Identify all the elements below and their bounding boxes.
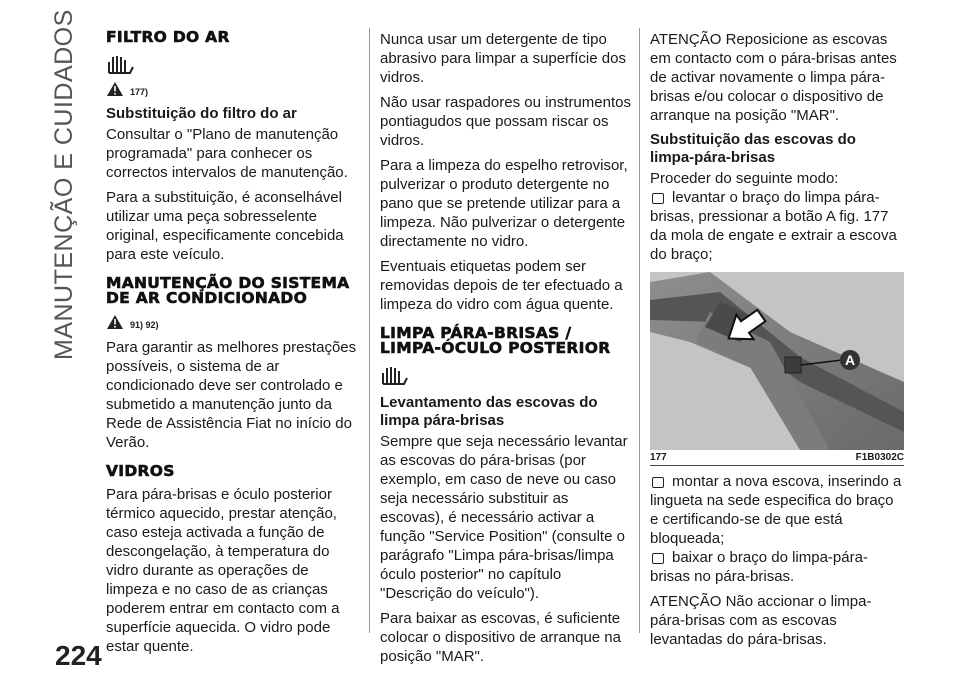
- figure-wiper-arm: [650, 272, 904, 450]
- column-divider: [369, 28, 370, 633]
- paragraph: Não usar raspadores ou instrumentos pontiagudos que possam riscar os vidros.: [380, 94, 631, 149]
- hand-symbol-icon: [380, 364, 410, 386]
- paragraph: Para a limpeza do espelho retrovisor, pulverizar o produto detergente no pano que se pretende utilizar para a limpeza. Não pulverizar o detergente directamente no vidro.: [380, 157, 628, 250]
- paragraph: Sempre que seja necessário levantar as escovas do pára-brisas (por exemplo, em caso de neve ou caso seja necessário substituir as escovas), é necessário activar a função "Service Position" (consulte o parágrafo "Limpa pára-brisas/limpa óculo posterior" no capítulo "Descrição do veículo").: [380, 433, 628, 602]
- paragraph: Consultar o "Plano de manutenção programada" para conhecer os correctos intervalos de manutenção.: [106, 126, 348, 181]
- heading-vidros: VIDROS: [106, 462, 175, 480]
- paragraph: Para a substituição, é aconselhável utilizar uma peça sobresselente original, especificamente concebida para este veículo.: [106, 189, 344, 263]
- paragraph: Nunca usar um detergente de tipo abrasivo para limpar a superfície dos vidros.: [380, 31, 626, 86]
- paragraph: ATENÇÃO Reposicione as escovas em contacto com o pára-brisas antes de activar novamente o limpa pára-brisas e/ou colocar o dispositivo de arranque na posição "MAR".: [650, 31, 897, 124]
- subheading-substituicao-escovas: Substituição das escovas do limpa-pára-brisas: [650, 131, 856, 166]
- warning-triangle-icon: [106, 81, 124, 97]
- heading-limpa-para-brisas: LIMPA PÁRA-BRISAS / LIMPA-ÓCULO POSTERIOR: [380, 324, 611, 357]
- page-number: 224: [55, 640, 102, 671]
- paragraph: Para garantir as melhores prestações possíveis, o sistema de ar condicionado deve ser controlado e submetido a manutenção junto da Rede de Assistência Fiat no início do Verão.: [106, 339, 357, 451]
- icon-row: [380, 362, 634, 386]
- paragraph: Eventuais etiquetas podem ser removidas depois de ter efectuado a limpeza do vidro com água quente.: [380, 258, 623, 313]
- subheading-substituicao-filtro: Substituição do filtro do ar: [106, 105, 297, 122]
- bullet-icon: [652, 553, 664, 564]
- warning-triangle-icon: [106, 314, 124, 330]
- wiper-arm-illustration: [650, 272, 904, 450]
- warning-row: [106, 79, 360, 97]
- bullet-icon: [652, 477, 664, 488]
- column-divider: [639, 28, 640, 633]
- subheading-levantamento-escovas: Levantamento das escovas do limpa pára-brisas: [380, 394, 598, 429]
- paragraph: Para pára-brisas e óculo posterior térmico aquecido, prestar atenção, caso esteja activada a função de descongelação, à temperatura do vidro durante as operações de limpeza e no caso de as crianças poderem entrar em contacto com a superfície aquecida. O vidro pode estar quente.: [106, 486, 340, 655]
- warning-row: [106, 312, 360, 330]
- column-1: [106, 30, 360, 662]
- bullet-icon: [652, 193, 664, 204]
- figure-code: F1B0302C: [855, 452, 904, 463]
- paragraph: ATENÇÃO Não accionar o limpa-pára-brisas com as escovas levantadas do pára-brisas.: [650, 593, 872, 648]
- figure-caption: [650, 452, 904, 466]
- bullet-item: montar a nova escova, inserindo a lingueta na sede especifica do braço e certificando-se de que está bloqueada;: [650, 473, 902, 547]
- reference-note: 91) 92): [130, 320, 159, 330]
- hand-symbol-icon: [106, 53, 136, 75]
- icon-row: [106, 51, 360, 75]
- bullet-item: levantar o braço do limpa pára-brisas, pressionar a botão A fig. 177 da mola de engate e extrair a escova do braço;: [650, 189, 897, 263]
- column-2: [380, 30, 634, 672]
- side-section-title: MANUTENÇÃO E CUIDADOS: [50, 9, 78, 360]
- callout-label-a: A: [844, 352, 856, 368]
- reference-note: 177): [130, 87, 149, 97]
- paragraph: Proceder do seguinte modo:: [650, 170, 839, 187]
- column-3: [650, 30, 904, 655]
- heading-manutencao-ar-condicionado: MANUTENÇÃO DO SISTEMA DE AR CONDICIONADO: [106, 274, 350, 307]
- bullet-item: baixar o braço do limpa-pára-brisas no pára-brisas.: [650, 549, 868, 585]
- paragraph: Para baixar as escovas, é suficiente colocar o dispositivo de arranque na posição "MAR".: [380, 610, 621, 665]
- figure-number: 177: [650, 452, 667, 463]
- heading-filtro-do-ar: FILTRO DO AR: [106, 28, 230, 46]
